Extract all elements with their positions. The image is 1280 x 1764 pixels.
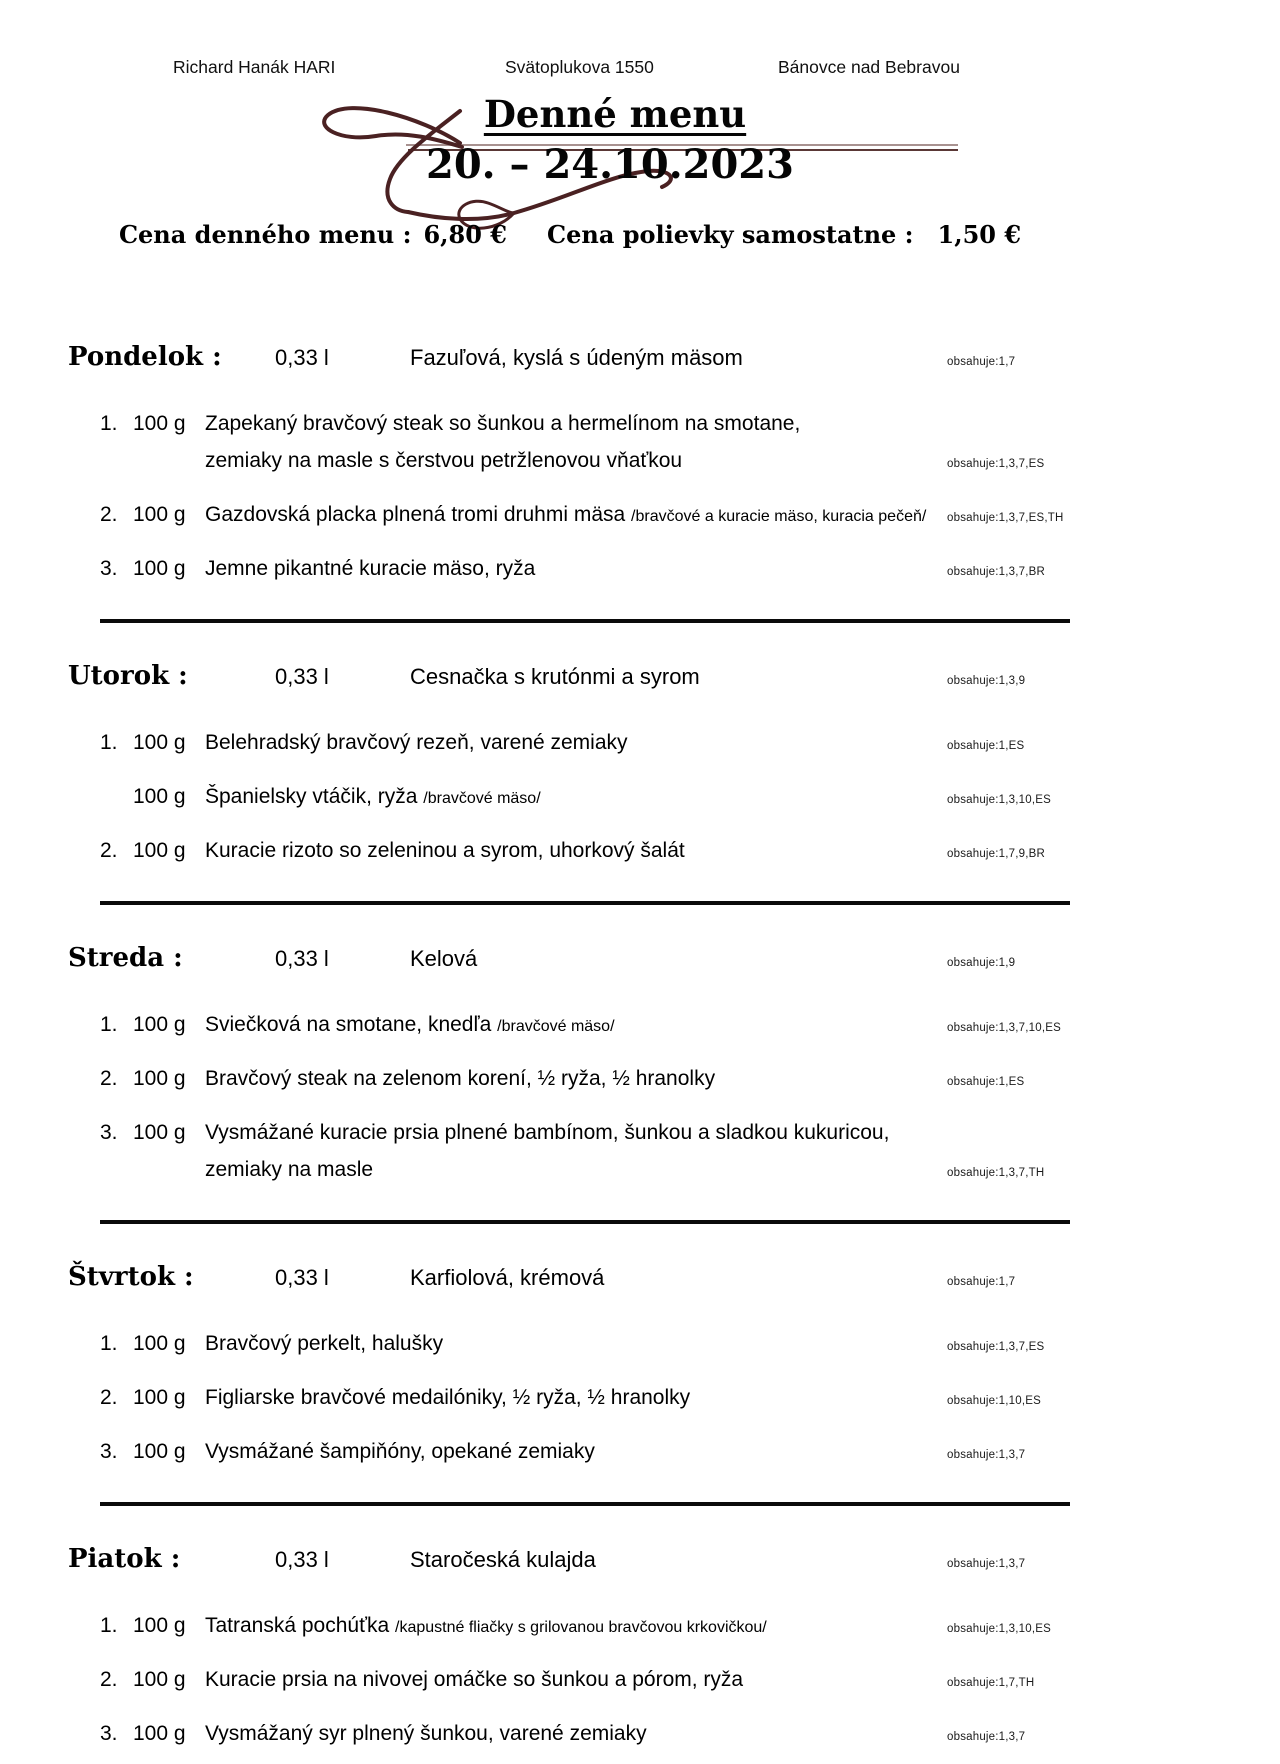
menu-item-row [100, 778, 1212, 819]
dish-name: Španielsky vtáčik, ryža [205, 785, 418, 808]
item-allergens: obsahuje:1,3,7,ES [947, 458, 1045, 470]
soup-name: Kelová [410, 946, 478, 971]
soup-allergens: obsahuje:1,3,9 [947, 675, 1026, 687]
menu-item-row [100, 405, 1212, 442]
menu-item-row [100, 1715, 1212, 1756]
item-allergens: obsahuje:1,3,7,10,ES [947, 1022, 1061, 1034]
dish-name: Bravčový perkelt, halušky [205, 1332, 444, 1355]
dish-cell [205, 1325, 947, 1362]
menu-item-row [100, 1114, 1212, 1151]
dish-name: Figliarske bravčové medailóniky, ½ ryža, ½ hranolky [205, 1386, 691, 1409]
dish-name: Kuracie rizoto so zeleninou a syrom, uhorkový šalát [205, 839, 685, 862]
menu-item-row [100, 1325, 1212, 1366]
menu-item-row [100, 1060, 1212, 1101]
item-number: 2. [100, 1386, 118, 1409]
dish-cell [205, 1661, 947, 1698]
menu-item-row [100, 496, 1212, 537]
dish-note: /kapustné fliačky s grilovanou bravčovou krkovičkou/ [395, 1619, 767, 1636]
soup-volume: 0,33 l [275, 946, 329, 971]
menu-days [0, 300, 1280, 1764]
dish-name: Bravčový steak na zelenom korení, ½ ryža, ½ hranolky [205, 1067, 716, 1090]
menu-item-row [100, 1379, 1212, 1420]
item-weight: 100 g [133, 1614, 186, 1637]
street-address: Svätoplukova 1550 [505, 57, 654, 77]
item-number: 1. [100, 731, 118, 754]
soup-name: Karfiolová, krémová [410, 1265, 605, 1290]
dish-cell [205, 1379, 947, 1416]
soup-price-value: 1,50 € [937, 220, 1022, 249]
menu-price-value: 6,80 € [423, 220, 507, 249]
item-allergens: obsahuje:1,3,7,ES [947, 1341, 1045, 1353]
item-number: 1. [100, 1614, 118, 1637]
day-heading-row [68, 659, 1212, 698]
dish-name: Kuracie prsia na nivovej omáčke so šunkou a pórom, ryža [205, 1668, 744, 1691]
item-number: 3. [100, 1440, 118, 1463]
date-range: 20. – 24.10.2023 [426, 141, 794, 188]
dish-cell [205, 1433, 947, 1470]
item-weight: 100 g [133, 1121, 186, 1144]
dish-cell [205, 405, 947, 442]
item-weight: 100 g [133, 1668, 186, 1691]
city-name: Bánovce nad Bebravou [778, 57, 960, 77]
dish-cell [205, 724, 947, 761]
item-weight: 100 g [133, 1013, 186, 1036]
item-number: 2. [100, 503, 118, 526]
day-section [68, 659, 1212, 873]
dish-name: zemiaky na masle [205, 1158, 374, 1181]
soup-allergens: obsahuje:1,9 [947, 957, 1016, 969]
item-allergens: obsahuje:1,3,10,ES [947, 794, 1051, 806]
dish-name: Jemne pikantné kuracie mäso, ryža [205, 557, 536, 580]
day-heading-row [68, 340, 1212, 379]
soup-name: Cesnačka s krutónmi a syrom [410, 664, 700, 689]
item-weight: 100 g [133, 785, 186, 808]
dish-name: zemiaky na masle s čerstvou petržlenovou vňaťkou [205, 449, 683, 472]
day-heading-row [68, 941, 1212, 980]
item-weight: 100 g [133, 503, 186, 526]
dish-cell [205, 1060, 947, 1097]
dish-cell [205, 1607, 947, 1646]
day-section [68, 340, 1212, 591]
dish-cell [205, 832, 947, 869]
day-name: Streda : [68, 943, 183, 973]
day-name: Piatok : [68, 1544, 181, 1574]
item-allergens: obsahuje:1,ES [947, 1076, 1025, 1088]
item-number: 3. [100, 557, 118, 580]
item-weight: 100 g [133, 1067, 186, 1090]
item-number: 1. [100, 1013, 118, 1036]
section-divider [100, 1502, 1070, 1506]
soup-allergens: obsahuje:1,7 [947, 356, 1016, 368]
day-section [68, 1260, 1212, 1474]
dish-name: Tatranská pochúťka [205, 1614, 390, 1637]
dish-cell [205, 778, 947, 817]
menu-item-row [100, 1006, 1212, 1047]
soup-volume: 0,33 l [275, 345, 329, 370]
item-allergens: obsahuje:1,3,7 [947, 1449, 1026, 1461]
dish-cell [205, 1114, 947, 1151]
item-weight: 100 g [133, 1386, 186, 1409]
item-weight: 100 g [133, 1332, 186, 1355]
soup-price-label: Cena polievky samostatne : [547, 220, 914, 249]
item-allergens: obsahuje:1,3,7,ES,TH [947, 512, 1064, 524]
page-title: Denné menu [483, 92, 747, 136]
item-weight: 100 g [133, 839, 186, 862]
menu-item-row [100, 724, 1212, 765]
day-heading-row [68, 1542, 1212, 1581]
menu-price-label: Cena denného menu : [118, 220, 412, 249]
soup-volume: 0,33 l [275, 1265, 329, 1290]
item-weight: 100 g [133, 412, 186, 435]
menu-item-row [100, 550, 1212, 591]
item-number: 2. [100, 1067, 118, 1090]
item-weight: 100 g [133, 557, 186, 580]
menu-item-row [100, 1661, 1212, 1702]
item-allergens: obsahuje:1,10,ES [947, 1395, 1041, 1407]
item-allergens: obsahuje:1,ES [947, 740, 1025, 752]
dish-note: /bravčové mäso/ [423, 790, 541, 807]
item-allergens: obsahuje:1,3,7,BR [947, 566, 1046, 578]
day-name: Štvrtok : [68, 1262, 194, 1292]
item-number: 3. [100, 1722, 118, 1745]
item-weight: 100 g [133, 731, 186, 754]
item-number: 2. [100, 839, 118, 862]
item-weight: 100 g [133, 1722, 186, 1745]
dish-name: Vysmážané kuracie prsia plnené bambínom, šunkou a sladkou kukuricou, [205, 1121, 890, 1144]
dish-name: Sviečková na smotane, knedľa [205, 1013, 492, 1036]
dish-name: Vysmážané šampiňóny, opekané zemiaky [205, 1440, 595, 1463]
item-allergens: obsahuje:1,3,7 [947, 1731, 1026, 1743]
item-allergens: obsahuje:1,7,TH [947, 1677, 1035, 1689]
soup-allergens: obsahuje:1,7 [947, 1276, 1016, 1288]
dish-cell [205, 550, 947, 587]
day-section [68, 1542, 1212, 1756]
item-number: 2. [100, 1668, 118, 1691]
menu-item-row [100, 832, 1212, 873]
section-divider [100, 619, 1070, 623]
dish-cell [205, 1715, 947, 1752]
menu-item-row [100, 1607, 1212, 1648]
pricing-line [0, 220, 1140, 249]
item-allergens: obsahuje:1,3,7,TH [947, 1167, 1045, 1179]
company-name: Richard Hanák HARI [173, 57, 336, 77]
dish-cell [205, 496, 947, 535]
item-weight: 100 g [133, 1440, 186, 1463]
item-number: 3. [100, 1121, 118, 1144]
item-allergens: obsahuje:1,7,9,BR [947, 848, 1046, 860]
menu-item-row [100, 1433, 1212, 1474]
soup-name: Staročeská kulajda [410, 1547, 596, 1572]
section-divider [100, 901, 1070, 905]
item-number: 1. [100, 1332, 118, 1355]
dish-cell [205, 1006, 947, 1045]
item-allergens: obsahuje:1,3,10,ES [947, 1623, 1051, 1635]
dish-note: /bravčové mäso/ [497, 1018, 615, 1035]
day-name: Utorok : [68, 661, 188, 691]
dish-name: Zapekaný bravčový steak so šunkou a hermelínom na smotane, [205, 412, 801, 435]
dish-name: Gazdovská placka plnená tromi druhmi mäsa [205, 503, 626, 526]
day-heading-row [68, 1260, 1212, 1299]
section-divider [100, 1220, 1070, 1224]
menu-item-continuation-row [100, 1151, 1212, 1192]
soup-name: Fazuľová, kyslá s údeným mäsom [410, 345, 743, 370]
dish-note: /bravčové a kuracie mäso, kuracia pečeň/ [631, 508, 927, 525]
soup-volume: 0,33 l [275, 1547, 329, 1572]
menu-item-continuation-row [100, 442, 1212, 483]
day-section [68, 941, 1212, 1192]
soup-volume: 0,33 l [275, 664, 329, 689]
item-number: 1. [100, 412, 118, 435]
soup-allergens: obsahuje:1,3,7 [947, 1558, 1026, 1570]
dish-name: Belehradský bravčový rezeň, varené zemiaky [205, 731, 628, 754]
day-name: Pondelok : [68, 342, 222, 372]
dish-name: Vysmážaný syr plnený šunkou, varené zemiaky [205, 1722, 647, 1745]
